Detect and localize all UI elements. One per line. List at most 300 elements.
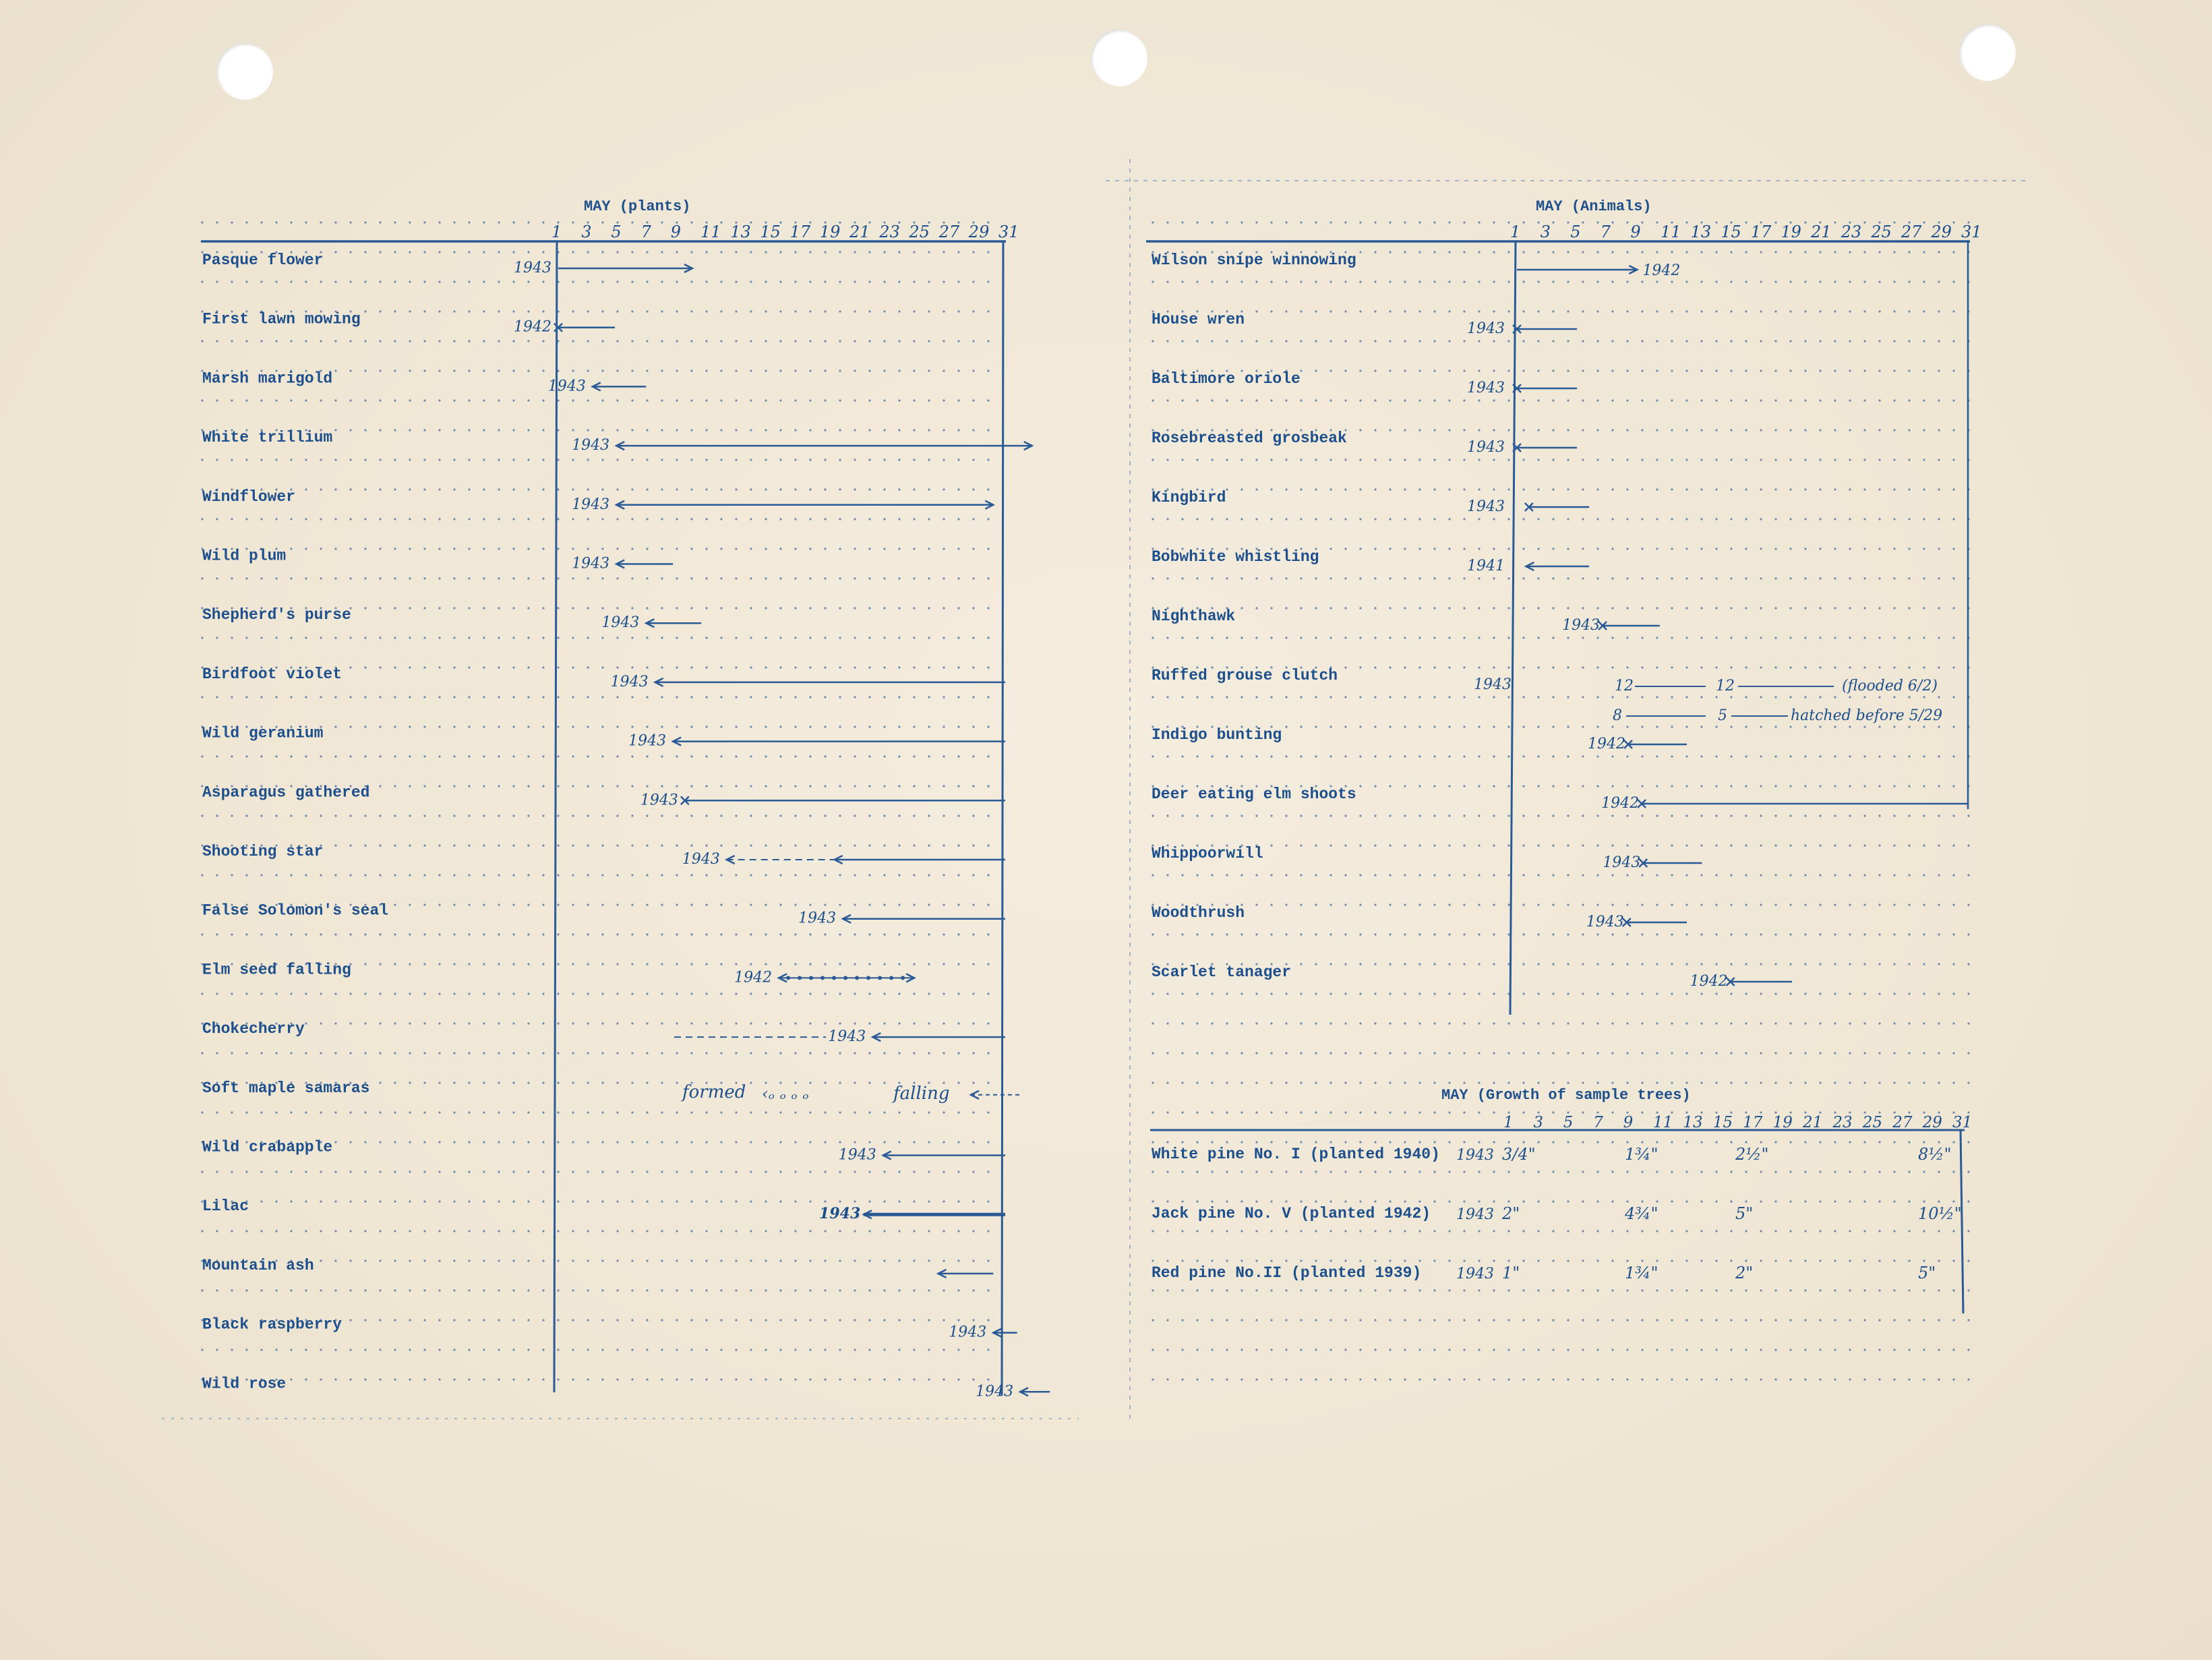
grid-dot: [1507, 577, 1509, 579]
grid-dot: [1493, 518, 1495, 520]
grid-dot: [231, 814, 233, 817]
grid-dot: [1493, 666, 1495, 668]
grid-dot: [1374, 458, 1376, 461]
grid-dot: [957, 1170, 959, 1173]
grid-dot: [943, 992, 945, 995]
grid-dot: [260, 1348, 262, 1351]
grid-dot: [1952, 547, 1954, 550]
grid-dot: [1685, 607, 1687, 609]
grid-dot: [245, 577, 247, 579]
grid-dot: [1685, 458, 1687, 461]
grid-dot: [720, 518, 722, 520]
animals-day-label: 15: [1721, 223, 1741, 241]
grid-dot: [646, 251, 648, 253]
grid-dot: [1285, 1170, 1287, 1173]
grid-dot: [1893, 666, 1895, 668]
grid-dot: [334, 874, 336, 876]
plants-day-label: 23: [879, 223, 900, 241]
grid-dot: [409, 844, 411, 846]
grid-dot: [1730, 636, 1732, 639]
grid-dot: [735, 488, 737, 490]
grid-dot: [1478, 1081, 1480, 1084]
grid-dot: [364, 1348, 366, 1351]
grid-dot: [705, 814, 707, 817]
grid-dot: [1285, 636, 1287, 639]
grid-dot: [1567, 1081, 1569, 1084]
grid-dot: [1596, 1141, 1598, 1143]
grid-dot: [720, 340, 722, 342]
animals-may1-axis: [1510, 241, 1516, 1015]
grid-dot: [750, 310, 752, 312]
grid-dot: [779, 725, 781, 728]
grid-dot: [498, 340, 500, 342]
grid-dot: [231, 518, 233, 520]
grid-dot: [898, 280, 900, 283]
grid-dot: [690, 488, 692, 490]
grid-dot: [1715, 844, 1717, 846]
grid-dot: [1878, 1170, 1880, 1173]
grid-dot: [1878, 399, 1880, 401]
grid-dot: [1389, 518, 1391, 520]
grid-dot: [1671, 874, 1673, 876]
grid-dot: [423, 814, 425, 817]
trees-day-ticks: [1503, 1114, 1972, 1131]
grid-dot: [260, 1230, 262, 1232]
grid-dot: [364, 963, 366, 965]
grid-dot: [987, 547, 989, 550]
grid-dot: [394, 1348, 396, 1351]
grid-dot: [1522, 992, 1524, 995]
grid-dot: [824, 280, 826, 283]
grid-dot: [409, 725, 411, 728]
grid-dot: [1493, 844, 1495, 846]
grid-dot: [779, 903, 781, 906]
grid-dot: [453, 1022, 455, 1024]
grid-dot: [527, 636, 529, 639]
grid-dot: [616, 696, 618, 698]
grid-dot: [379, 518, 381, 520]
grid-dot: [1596, 1319, 1598, 1321]
grid-dot: [1596, 814, 1598, 817]
grid-dot: [557, 1259, 559, 1262]
grid-dot: [1404, 844, 1406, 846]
grid-dot: [1760, 340, 1762, 342]
samara-formed-label: formed: [682, 1081, 746, 1102]
grid-dot: [601, 1319, 603, 1321]
grid-dot: [1478, 785, 1480, 787]
grid-dot: [972, 1378, 974, 1380]
grid-dot: [394, 1022, 396, 1024]
grid-dot: [957, 488, 959, 490]
grid-dot: [1389, 666, 1391, 668]
grid-dot: [839, 310, 841, 312]
grid-dot: [1537, 666, 1539, 668]
grid-dot: [957, 725, 959, 728]
animals-day-label: 31: [1961, 223, 1982, 241]
grid-dot: [1730, 1230, 1732, 1232]
grid-dot: [349, 844, 351, 846]
grid-dot: [201, 1230, 203, 1232]
grid-dot: [1938, 1141, 1940, 1143]
grid-dot: [1656, 874, 1658, 876]
grid-dot: [1240, 1259, 1243, 1262]
grid-dot: [1745, 992, 1747, 995]
grid-dot: [854, 1022, 856, 1024]
grid-dot: [1878, 844, 1880, 846]
grid-dot: [379, 488, 381, 490]
grid-dot: [245, 636, 247, 639]
grid-dot: [1611, 1348, 1613, 1351]
grid-dot: [1404, 458, 1406, 461]
grid-dot: [1582, 1200, 1584, 1202]
grid-dot: [468, 607, 470, 609]
grid-dot: [854, 1230, 856, 1232]
grid-dot: [1923, 1319, 1925, 1321]
grid-dot: [765, 429, 767, 431]
grid-dot: [1641, 369, 1643, 372]
grid-dot: [275, 518, 277, 520]
grid-dot: [1433, 1141, 1435, 1143]
grid-dot: [1478, 488, 1480, 490]
grid-dot: [690, 874, 692, 876]
grid-dot: [1730, 1200, 1732, 1202]
grid-dot: [1760, 1170, 1762, 1173]
grid-dot: [1211, 1348, 1213, 1351]
grid-dot: [898, 874, 900, 876]
grid-dot: [1626, 963, 1628, 965]
grid-dot: [676, 933, 678, 935]
animal-year: 1942: [1690, 973, 1728, 990]
grid-dot: [394, 280, 396, 283]
grid-dot: [1863, 1378, 1865, 1380]
grid-dot: [1433, 725, 1435, 728]
grid-dot: [765, 1289, 767, 1291]
grid-dot: [409, 280, 411, 283]
grid-dot: [616, 992, 618, 995]
grid-dot: [1389, 1230, 1391, 1232]
grid-dot: [1448, 903, 1450, 906]
grid-dot: [809, 458, 811, 461]
grid-dot: [1804, 547, 1806, 550]
grid-dot: [987, 607, 989, 609]
trees-day-label: 31: [1952, 1114, 1973, 1131]
grid-dot: [765, 458, 767, 461]
grid-dot: [1863, 518, 1865, 520]
grid-dot: [794, 1378, 796, 1380]
grid-dot: [1938, 814, 1940, 817]
grid-dot: [1834, 280, 1836, 283]
trees-title: MAY (Growth of sample trees): [1441, 1087, 1691, 1104]
grid-dot: [987, 340, 989, 342]
grid-dot: [1433, 1170, 1435, 1173]
grid-dot: [1596, 1230, 1598, 1232]
grid-dot: [379, 725, 381, 728]
grid-dot: [1834, 458, 1836, 461]
grid-dot: [676, 755, 678, 757]
elm-seed-dot: [809, 976, 813, 980]
grid-dot: [720, 963, 722, 965]
grid-dot: [1537, 369, 1539, 372]
grid-dot: [1300, 340, 1302, 342]
grid-dot: [1804, 1378, 1806, 1380]
grid-dot: [542, 518, 544, 520]
grid-dot: [1478, 1141, 1480, 1143]
grid-dot: [453, 814, 455, 817]
grid-dot: [690, 1348, 692, 1351]
grid-dot: [1671, 903, 1673, 906]
grid-dot: [512, 607, 514, 609]
grid-dot: [1374, 340, 1376, 342]
grid-dot: [616, 399, 618, 401]
grid-dot: [1537, 725, 1539, 728]
grid-dot: [883, 488, 885, 490]
grid-dot: [349, 1289, 351, 1291]
grid-dot: [1656, 429, 1658, 431]
trees-day-label: 13: [1683, 1114, 1703, 1131]
grid-dot: [1908, 1141, 1910, 1143]
grid-dot: [468, 221, 470, 223]
grid-dot: [1418, 1378, 1421, 1380]
grid-dot: [512, 1259, 514, 1262]
grid-dot: [646, 636, 648, 639]
grid-dot: [334, 636, 336, 639]
grid-dot: [943, 607, 945, 609]
grid-dot: [1493, 488, 1495, 490]
grid-dot: [765, 844, 767, 846]
grid-dot: [631, 844, 633, 846]
grid-dot: [1448, 755, 1450, 757]
grid-dot: [275, 1348, 277, 1351]
grid-dot: [765, 696, 767, 698]
grid-dot: [231, 577, 233, 579]
plant-year: 1943: [572, 437, 610, 454]
grid-dot: [1493, 369, 1495, 372]
grid-dot: [957, 1378, 959, 1380]
grid-dot: [1255, 1081, 1257, 1084]
grid-dot: [1433, 1200, 1435, 1202]
grid-dot: [809, 666, 811, 668]
grid-dot: [631, 1052, 633, 1054]
grid-dot: [1463, 1259, 1465, 1262]
grid-dot: [1774, 1378, 1776, 1380]
grid-dot: [1952, 577, 1954, 579]
grid-dot: [779, 280, 781, 283]
grid-dot: [1522, 636, 1524, 639]
grid-dot: [1685, 1141, 1687, 1143]
grid-dot: [1745, 903, 1747, 906]
grid-dot: [1196, 1378, 1198, 1380]
grid-dot: [334, 340, 336, 342]
tree-row: [1152, 1264, 1936, 1282]
plant-name: First lawn mowing: [202, 310, 361, 328]
grid-dot: [1849, 1378, 1851, 1380]
grid-dot: [661, 340, 663, 342]
grid-dot: [1730, 992, 1732, 995]
grid-dot: [854, 369, 856, 372]
grid-dot: [1923, 814, 1925, 817]
grid-dot: [423, 280, 425, 283]
grid-dot: [913, 1230, 915, 1232]
grid-dot: [943, 251, 945, 253]
grid-dot: [1418, 280, 1421, 283]
grid-dot: [1493, 340, 1495, 342]
grid-dot: [1656, 488, 1658, 490]
grid-dot: [601, 340, 603, 342]
grid-dot: [1596, 1170, 1598, 1173]
grid-dot: [1404, 1289, 1406, 1291]
grid-dot: [1908, 874, 1910, 876]
grid-dot: [1834, 1348, 1836, 1351]
grid-dot: [1834, 1141, 1836, 1143]
grid-dot: [334, 280, 336, 283]
grid-dot: [631, 696, 633, 698]
grid-dot: [1537, 1230, 1539, 1232]
grid-dot: [1760, 369, 1762, 372]
grid-dot: [824, 636, 826, 639]
grid-dot: [1240, 992, 1243, 995]
grid-dot: [1226, 399, 1228, 401]
grid-dot: [305, 399, 307, 401]
grid-dot: [705, 903, 707, 906]
grid-dot: [1507, 488, 1509, 490]
grid-dot: [1715, 1319, 1717, 1321]
grid-dot: [898, 1319, 900, 1321]
grid-dot: [735, 963, 737, 965]
grid-dot: [1374, 221, 1376, 223]
grid-dot: [750, 369, 752, 372]
grid-dot: [868, 1081, 870, 1084]
grid-dot: [1255, 1170, 1257, 1173]
grid-dot: [1463, 340, 1465, 342]
grid-dot: [1255, 280, 1257, 283]
animal-row: [1152, 904, 1687, 930]
grid-dot: [1478, 1378, 1480, 1380]
grid-dot: [1952, 933, 1954, 935]
grid-dot: [913, 1170, 915, 1173]
grid-dot: [231, 280, 233, 283]
grid-dot: [1418, 1200, 1421, 1202]
grid-dot: [1181, 577, 1183, 579]
grid-dot: [557, 1230, 559, 1232]
grid-dot: [1730, 1289, 1732, 1291]
grid-dot: [572, 1052, 574, 1054]
trees-day-label: 5: [1563, 1114, 1574, 1131]
grid-dot: [275, 636, 277, 639]
grid-dot: [1582, 785, 1584, 787]
grid-dot: [779, 1289, 781, 1291]
grid-dot: [1671, 1022, 1673, 1024]
grid-dot: [275, 755, 277, 757]
grid-dot: [972, 1170, 974, 1173]
grid-dot: [423, 369, 425, 372]
grid-dot: [809, 1319, 811, 1321]
grid-dot: [1359, 696, 1361, 698]
grid-dot: [1774, 636, 1776, 639]
grid-dot: [1626, 547, 1628, 550]
grid-dot: [453, 1111, 455, 1113]
grid-dot: [1285, 1289, 1287, 1291]
tree-growth-day9: 1¾": [1625, 1145, 1658, 1164]
grid-dot: [1834, 429, 1836, 431]
grid-dot: [720, 399, 722, 401]
tree-row: [1152, 1145, 1952, 1164]
grid-dot: [498, 1141, 500, 1143]
grid-dot: [1582, 280, 1584, 283]
grid-dot: [1804, 874, 1806, 876]
grid-dot: [720, 547, 722, 550]
grid-dot: [438, 369, 440, 372]
grid-dot: [423, 399, 425, 401]
grid-dot: [409, 755, 411, 757]
grid-dot: [409, 251, 411, 253]
grid-dot: [854, 696, 856, 698]
grid-dot: [1448, 636, 1450, 639]
grid-dot: [1567, 607, 1569, 609]
grid-dot: [839, 1289, 841, 1291]
grid-dot: [1952, 903, 1954, 906]
grid-dot: [1300, 369, 1302, 372]
animal-row: [1152, 548, 1589, 574]
grid-dot: [972, 458, 974, 461]
grid-dot: [1537, 577, 1539, 579]
grid-dot: [423, 666, 425, 668]
trees-day-label: 17: [1743, 1114, 1763, 1131]
grid-dot: [1493, 1022, 1495, 1024]
grid-dot: [498, 518, 500, 520]
tree-name: White pine No. I (planted 1940): [1152, 1146, 1440, 1163]
grid-dot: [1522, 547, 1524, 550]
grid-dot: [794, 1052, 796, 1054]
grid-dot: [216, 874, 218, 876]
grid-dot: [1285, 399, 1287, 401]
grid-dot: [1522, 577, 1524, 579]
grid-dot: [601, 814, 603, 817]
grid-dot: [1270, 518, 1272, 520]
grid-dot: [1448, 696, 1450, 698]
grid-dot: [750, 1052, 752, 1054]
grid-dot: [320, 547, 322, 550]
grid-dot: [1300, 1230, 1302, 1232]
grid-dot: [1567, 399, 1569, 401]
grid-dot: [1671, 251, 1673, 253]
grid-dot: [1626, 429, 1628, 431]
animal-year: 1943: [1467, 439, 1505, 456]
grid-dot: [1493, 577, 1495, 579]
grid-dot: [1389, 1200, 1391, 1202]
grid-dot: [349, 1200, 351, 1202]
grid-dot: [1522, 369, 1524, 372]
grid-dot: [1863, 1230, 1865, 1232]
grid-dot: [334, 1230, 336, 1232]
grid-dot: [1537, 251, 1539, 253]
grid-dot: [1715, 518, 1717, 520]
grid-dot: [394, 518, 396, 520]
dot-grid: [201, 221, 1969, 1380]
grid-dot: [705, 251, 707, 253]
grid-dot: [1641, 221, 1643, 223]
grid-dot: [1878, 696, 1880, 698]
grid-dot: [854, 547, 856, 550]
grid-dot: [1433, 814, 1435, 817]
grid-dot: [839, 1081, 841, 1084]
grid-dot: [720, 903, 722, 906]
grid-dot: [349, 429, 351, 431]
grid-dot: [557, 1289, 559, 1291]
grid-dot: [1908, 636, 1910, 639]
grid-dot: [320, 874, 322, 876]
grid-dot: [1789, 1022, 1791, 1024]
grid-dot: [1878, 1052, 1880, 1054]
